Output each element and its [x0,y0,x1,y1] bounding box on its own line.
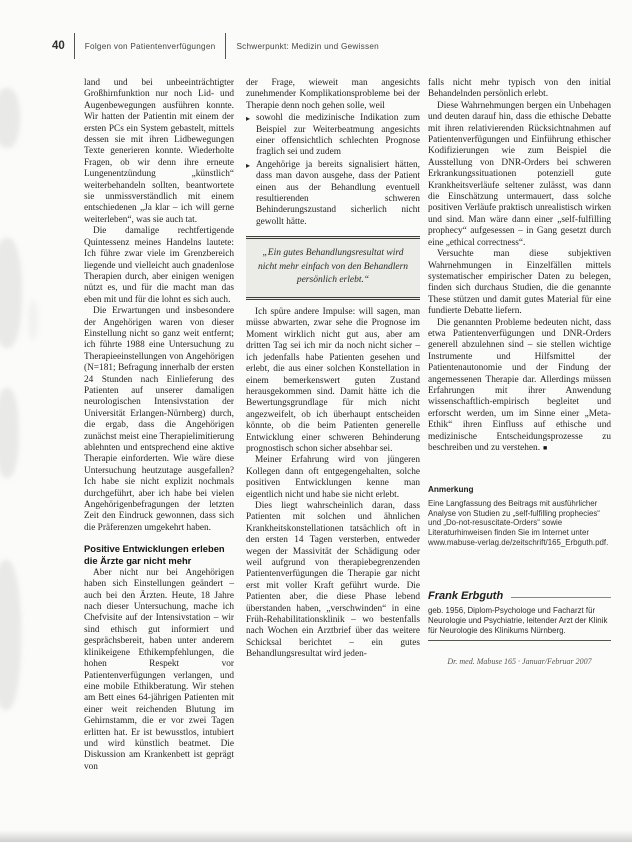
pull-quote: „Ein gutes Behandlungsresultat wird nicht mehr einfach von den Behandlern persönlich erlebt.“ [246,236,420,300]
list-item [246,113,420,159]
text-column-left [84,78,234,773]
annotation-heading: Anmerkung [428,485,474,495]
paragraph: falls nicht mehr typisch von den initial Behandelnden persönlich erlebt. [428,78,611,100]
paragraph: Dies liegt wahrscheinlich daran, dass Patienten mit solchen und ähnlichen Krankheitskonstellationen tatsächlich oft in den ersten 14 Tagen versterben, entweder wegen der Massivität der Schädigung oder weil aufgrund von therapiebegrenzenden Patientenverfügungen die Therapie gar nicht erst mit voller Kraft geführt wurde. Die Patienten aber, die diese Phase lebend überstanden haben, „verschwinden“ in eine Früh-Rehabilitationsklinik – wo bestenfalls nach Wochen ein Arztbrief über das weitere Schicksal berichtet – ein gutes Behandlungsresultat wird jeden- [246,500,420,660]
paragraph: Die damalige rechtfertigende Quintessenz meines Handelns lautete: Ich führe zwar viele im Grenzbereich liegende und vielleicht auch gnadenlose Therapien durch, aber einigen wenigen nützt es, und für die macht man das eben mit und für die lohnt es sich auch. [84,226,234,305]
scan-artifact [0,238,22,348]
annotation-block [428,484,611,547]
header-article-title: Folgen von Patientenverfügungen [84,41,216,51]
scan-artifact [0,388,19,478]
running-header [52,33,389,59]
paragraph: Meiner Erfahrung wird von jüngeren Kollegen dann oft entgegengehalten, solche positiven Entwicklungen kenne man eigentlich nicht und habe sie nicht erlebt. [246,455,420,500]
paragraph: Versuchte man diese subjektiven Wahrnehmungen in Einzelfällen mittels systematischer empirischer Daten zu belegen, finden sich durchaus Studien, die die genannte These stützen und damit gutes Material für eine fundierte Debatte liefern. [428,249,611,317]
article-end-mark-icon: ■ [543,444,548,452]
scan-artifact [0,88,20,148]
list-item-text: sowohl die medizinische Indikation zum Beispiel zur Weiterbeatmung angesichts einer offensichtlich schlechten Prognose fraglich sei und zudem [256,113,420,158]
author-name: Frank Erbguth [428,590,504,603]
author-bio: geb. 1956, Diplom-Psychologe und Facharzt für Neurologie und Psychiatrie, leitender Arzt der Klinik für Neurologie des Klinikums Nürnberg. [428,605,608,635]
list-item-text: Angehörige ja bereits signalisiert hätten, dass man davon ausgehe, dass der Patient einen aus der Behandlung eventuell resultierenden schweren Behinderungszustand sicherlich nicht gewollt hätte. [256,159,420,227]
scan-artifact [28,300,38,340]
author-rule [511,597,611,598]
bullet-arrow-icon: ▸ [246,160,251,170]
paragraph-text: Die genannten Probleme bedeuten nicht, dass etwa Patientenverfügungen und DNR-Orders generell abzulehnen sind – sie stellen wichtige Instrumente und Hilfsmittel der Patientenautonomie und der Findung der angemessenen Therapie dar. Allerdings müssen Erfahrungen mit ihrer Anwendung wissenschaftlich-empirisch begleitet und erforscht werden, um im Sinne einer „Meta-Ethik“ ihren Einfluss auf ethische und medizinische Entscheidungsprozesse zu beschreiben und zu verstehen. [428,317,611,453]
paragraph: der Frage, wieweit man angesichts zunehmender Komplikationsprobleme bei der Therapie denn noch gehen solle, weil [246,78,420,111]
journal-footer: Dr. med. Mabuse 165 · Januar/Februar 2007 [447,657,592,667]
author-underline-rule [428,640,611,641]
annotation-text: Eine Langfassung des Beitrags mit ausführlicher Analyse von Studien zu „self-fulfilling prophecies“ und „Do-not-resuscitate-Orders“ sowie Literaturhinweisen finden Sie im Internet unter www.mabuse-verlag.de/zeitschrift/165_Erbguth.pdf. [428,498,609,547]
text-column-right [428,78,611,668]
author-block [428,591,611,668]
list-item [246,160,420,228]
paragraph [428,318,611,455]
paragraph: land und bei unbeeinträchtigter Großhirnfunktion nur noch Lid- und Augenbewegungen ausführen konnte. Wir hatten der Patientin mit einem der ersten PCs ein System gebastelt, mittels dessen sie mit ihren Lidbewegungen Texte generieren konnte. Wiederholte Fragen, ob wir denn ihre erneute Lungenentzündung „künstlich“ weiterbehandeln sollten, beantwortete sie unmissverständlich mit einem entschiedenen „Ja klar – ich will gerne weiterleben“, was sie auch tat. [84,78,234,225]
page-number: 40 [52,40,65,52]
text-column-middle [246,78,420,661]
author-name-row [428,591,611,602]
bullet-arrow-icon: ▸ [246,114,251,124]
section-heading: Positive Entwicklungen erleben die Ärzte gar nicht mehr [84,543,225,566]
paragraph: Ich spüre andere Impulse: will sagen, man müsse abwarten, zwar sehe die Prognose im Moment wirklich nicht gut aus, aber am dritten Tag sei ich mir da noch nicht sicher – ich jedenfalls habe Patienten gesehen und erlebt, die aus einer solchen Konstellation in einem bemerkenswert guten Zustand herausgekommen sind. Damit hätte ich die Bewertungsgrundlage für mich nicht angezweifelt, ob ich überhaupt entscheiden könnte, ob die beim Patienten generelle Entwicklung einer schweren Behinderung prognostisch schon sicher absehbar sei. [246,307,420,454]
header-section-title: Schwerpunkt: Medizin und Gewissen [236,41,379,51]
scan-artifact [0,560,21,710]
paragraph: Diese Wahrnehmungen bergen ein Unbehagen und deuten darauf hin, dass die ethische Debatte mit ihren relativierenden Rücksichtnahmen auf Patientenverfügungen und Einführung ethischer Kodifizierungen wie zum Beispiel die Ausstellung von DNR-Orders bei schweren Erkrankungssituationen potenziell gute Krankheitsverläufe seltener zulässt, was dann die Einschätzung untermauert, dass solche positiven Verläufe praktisch unrealistisch wirken und sind. Man wäre dann einer „self-fulfilling prophecy“ aufgesessen – in Gang gesetzt durch eine „ethical correctness“. [428,100,611,248]
paragraph: Aber nicht nur bei Angehörigen haben sich Einstellungen geändert – auch bei den Ärzten. Heute, 18 Jahre nach dieser Untersuchung, mache ich Chefvisite auf der Intensivstation – wir sind ethisch gut informiert und gesprächsbereit, haben unter anderem klinikeigene Ethikempfehlungen, die hohen Respekt vor Patientenverfügungen verlangen, und eine mobile Ethikberatung. Wir stehen am Bett eines 64-jährigen Patienten mit einer weit reichenden Blutung im Gehirnstamm, die er vor zwei Tagen erlitten hat. Er ist bewusstlos, intubiert und wird künstlich beatmet. Die Diskussion am Krankenbett ist geprägt von [84,567,234,772]
paragraph: Die Erwartungen und insbesondere der Angehörigen waren von dieser Einstellung nicht so ganz weit entfernt; ich führte 1988 eine Untersuchung zu Therapieeinstellungen von Angehörigen (N=181; Befragung innerhalb der ersten 24 Stunden nach Einlieferung des Patienten auf unserer damaligen neurologischen Intensivstation der Universität Erlangen-Nürnberg) durch, die ergab, dass die Angehörigen zunächst meist eine Therapielimitierung ablehnten und entsprechend eine aktive Therapie einforderten. Wie wäre diese Untersuchung heutzutage ausgefallen? Ich habe sie nicht explizit nochmals durchgeführt, aber ich habe bei vielen Angehörigenbefragungen der letzten Zeit den Eindruck gewonnen, dass sich die Präferenzen umgekehrt haben. [84,306,234,533]
scan-shadow-bottom [0,830,632,842]
